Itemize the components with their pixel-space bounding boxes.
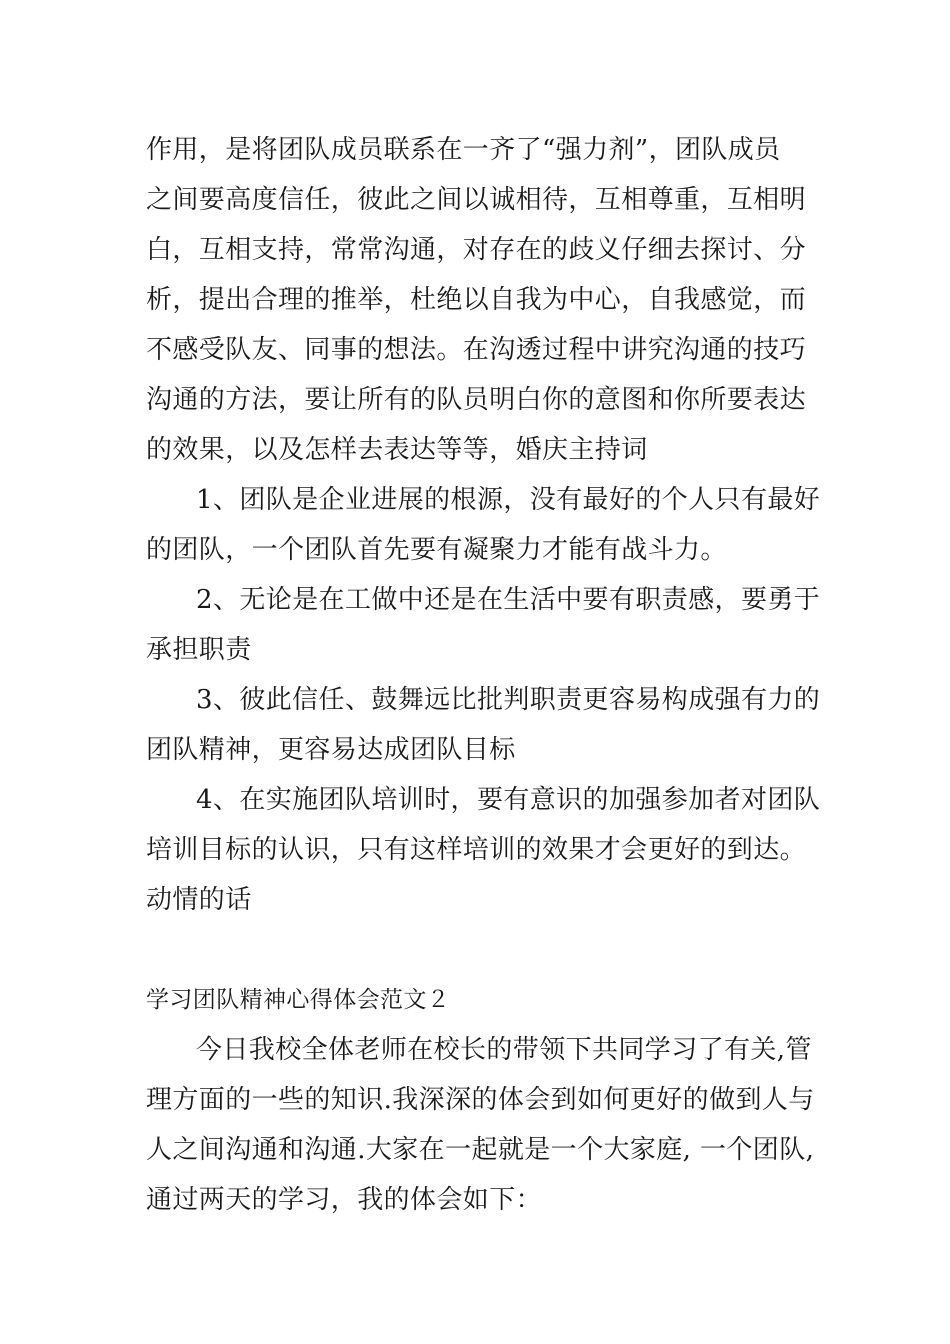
- paragraph-line: 通过两天的学习，我的体会如下：: [146, 1185, 543, 1215]
- list-item-1-continuation: 的团队，一个团队首先要有凝聚力才能有战斗力。: [146, 535, 727, 565]
- paragraph-line: 作用，是将团队成员联系在一齐了“强力剂”，团队成员: [146, 135, 781, 165]
- paragraph-line: 今日我校全体老师在校长的带领下共同学习了有关,管: [196, 1035, 812, 1065]
- list-item-2-continuation: 承担职责: [146, 635, 252, 665]
- paragraph-line: 沟通的方法，要让所有的队员明白你的意图和你所要表达: [146, 385, 807, 415]
- paragraph-line: 的效果，以及怎样去表达等等，婚庆主持词: [146, 435, 648, 465]
- list-item-3: 3、彼此信任、鼓舞远比批判职责更容易构成强有力的: [196, 685, 821, 715]
- paragraph-line: 不感受队友、同事的想法。在沟透过程中讲究沟通的技巧: [146, 335, 807, 365]
- list-item-4: 4、在实施团队培训时，要有意识的加强参加者对团队: [196, 785, 821, 815]
- list-item-1: 1、团队是企业进展的根源，没有最好的个人只有最好: [196, 485, 821, 515]
- list-item-4-continuation: 动情的话: [146, 885, 252, 915]
- list-item-4-continuation: 培训目标的认识，只有这样培训的效果才会更好的到达。: [146, 835, 807, 865]
- list-item-2: 2、无论是在工做中还是在生活中要有职责感，要勇于: [196, 585, 821, 615]
- paragraph-line: 白，互相支持，常常沟通，对存在的歧义仔细去探讨、分: [146, 235, 807, 265]
- paragraph-line: 析，提出合理的推举，杜绝以自我为中心，自我感觉，而: [146, 285, 807, 315]
- paragraph-line: 之间要高度信任，彼此之间以诚相待，互相尊重，互相明: [146, 185, 807, 215]
- paragraph-line: 人之间沟通和沟通.大家在一起就是一个大家庭, 一个团队,: [146, 1135, 815, 1165]
- section-heading: 学习团队精神心得体会范文２: [146, 987, 451, 1013]
- list-item-3-continuation: 团队精神，更容易达成团队目标: [146, 735, 516, 765]
- paragraph-line: 理方面的一些的知识.我深深的体会到如何更好的做到人与: [146, 1085, 815, 1115]
